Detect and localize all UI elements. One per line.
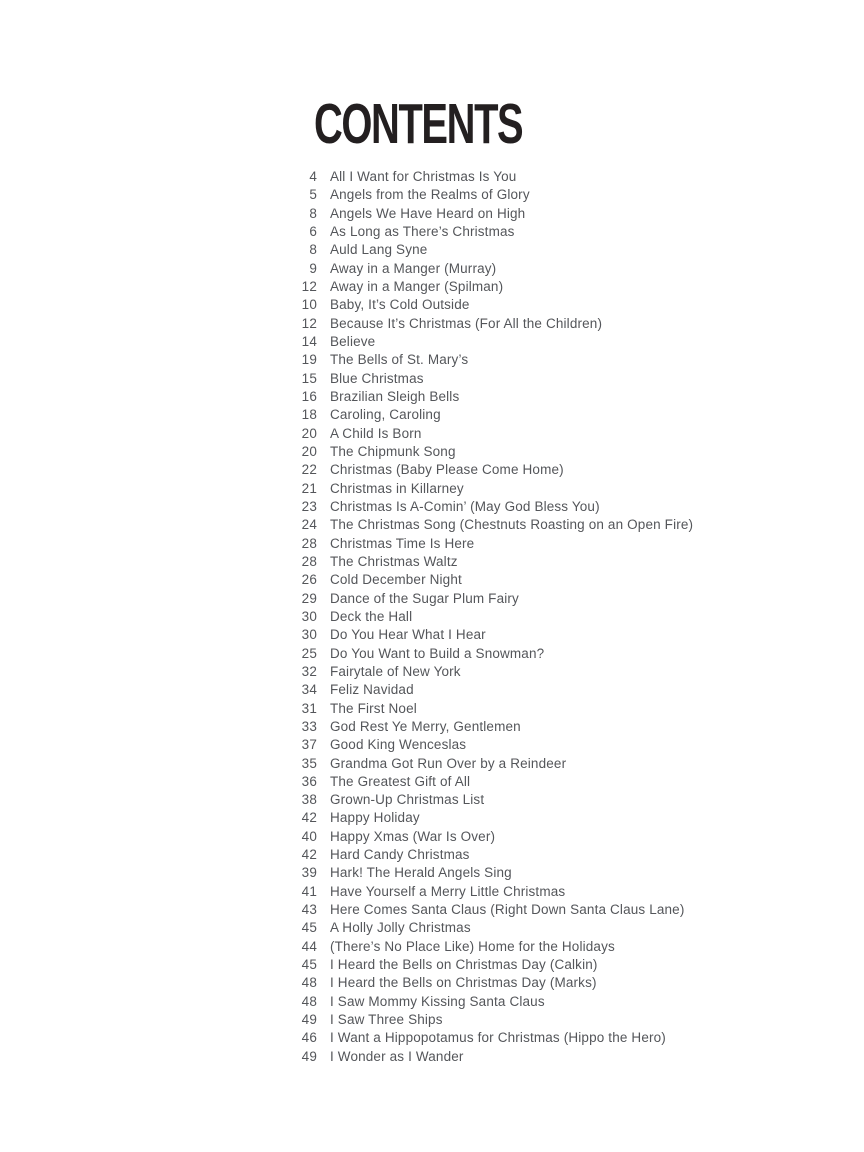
toc-entry-page-number: 5	[309, 187, 317, 203]
toc-entry-song-title: The Bells of St. Mary’s	[330, 352, 469, 368]
toc-entry	[275, 443, 693, 461]
toc-entry-page-number: 31	[301, 700, 317, 716]
toc-entry-page-number: 8	[309, 205, 317, 221]
toc-entry-song-title: Hark! The Herald Angels Sing	[330, 865, 512, 881]
toc-entry	[275, 425, 693, 443]
toc-entry	[275, 535, 693, 553]
toc-entry-page-number: 25	[301, 645, 317, 661]
toc-entry	[275, 956, 693, 974]
toc-entry-page-number: 35	[301, 755, 317, 771]
toc-entry	[275, 809, 693, 827]
toc-entry-page-number: 37	[301, 737, 317, 753]
toc-entry	[275, 461, 693, 479]
toc-entry-page-number: 40	[301, 828, 317, 844]
toc-entry-song-title: Christmas (Baby Please Come Home)	[330, 462, 564, 478]
toc-entry-page-number: 34	[301, 682, 317, 698]
toc-list	[275, 168, 693, 1066]
toc-entry	[275, 1011, 693, 1029]
toc-entry	[275, 553, 693, 571]
toc-entry	[275, 205, 693, 223]
toc-entry	[275, 571, 693, 589]
toc-entry-page-number: 24	[301, 517, 317, 533]
toc-entry-page-number: 8	[309, 242, 317, 258]
toc-entry-song-title: A Holly Jolly Christmas	[330, 920, 471, 936]
toc-entry	[275, 351, 693, 369]
toc-entry-page-number: 49	[301, 1012, 317, 1028]
toc-entry-song-title: Hard Candy Christmas	[330, 847, 470, 863]
toc-entry-song-title: (There’s No Place Like) Home for the Holidays	[330, 938, 615, 954]
toc-entry-song-title: Dance of the Sugar Plum Fairy	[330, 590, 519, 606]
toc-entry-song-title: Cold December Night	[330, 572, 462, 588]
toc-entry-page-number: 28	[301, 535, 317, 551]
toc-entry-song-title: Away in a Manger (Spilman)	[330, 278, 504, 294]
toc-entry	[275, 223, 693, 241]
toc-entry	[275, 993, 693, 1011]
toc-entry-page-number: 20	[301, 443, 317, 459]
toc-entry-page-number: 4	[309, 169, 317, 184]
toc-entry-page-number: 19	[301, 352, 317, 368]
toc-entry-page-number: 28	[301, 553, 317, 569]
toc-entry-song-title: Have Yourself a Merry Little Christmas	[330, 883, 566, 899]
toc-entry	[275, 278, 693, 296]
toc-entry-song-title: The Chipmunk Song	[330, 443, 456, 459]
toc-entry	[275, 498, 693, 516]
toc-entry-page-number: 45	[301, 920, 317, 936]
toc-entry-song-title: Blue Christmas	[330, 370, 424, 386]
toc-entry-page-number: 39	[301, 865, 317, 881]
toc-entry-song-title: Auld Lang Syne	[330, 242, 428, 258]
toc-entry	[275, 186, 693, 204]
toc-entry-song-title: Brazilian Sleigh Bells	[330, 388, 460, 404]
toc-entry-song-title: Happy Holiday	[330, 810, 420, 826]
toc-entry-song-title: The Greatest Gift of All	[330, 773, 471, 789]
toc-entry-song-title: Here Comes Santa Claus (Right Down Santa Claus Lane)	[330, 902, 685, 918]
toc-entry-page-number: 44	[301, 938, 317, 954]
toc-entry-song-title: Caroling, Caroling	[330, 407, 441, 423]
toc-entry-page-number: 18	[301, 407, 317, 423]
toc-entry	[275, 370, 693, 388]
toc-entry-page-number: 30	[301, 627, 317, 643]
toc-entry	[275, 736, 693, 754]
toc-entry	[275, 663, 693, 681]
toc-entry-page-number: 14	[301, 333, 317, 349]
toc-entry-song-title: Feliz Navidad	[330, 682, 414, 698]
toc-entry-page-number: 10	[301, 297, 317, 313]
toc-entry-song-title: The First Noel	[330, 700, 417, 716]
toc-entry	[275, 406, 693, 424]
toc-entry	[275, 938, 693, 956]
toc-entry	[275, 828, 693, 846]
toc-entry	[275, 590, 693, 608]
toc-entry	[275, 260, 693, 278]
toc-entry-page-number: 33	[301, 718, 317, 734]
toc-entry-page-number: 20	[301, 425, 317, 441]
toc-entry	[275, 883, 693, 901]
toc-entry	[275, 681, 693, 699]
toc-entry	[275, 626, 693, 644]
toc-entry-song-title: Believe	[330, 333, 376, 349]
toc-entry-page-number: 46	[301, 1030, 317, 1046]
toc-entry-page-number: 30	[301, 608, 317, 624]
toc-entry	[275, 755, 693, 773]
toc-entry-page-number: 48	[301, 975, 317, 991]
toc-entry-song-title: Christmas Is A-Comin’ (May God Bless You)	[330, 498, 600, 514]
toc-entry-page-number: 49	[301, 1048, 317, 1064]
toc-entry-song-title: All I Want for Christmas Is You	[330, 169, 517, 184]
toc-entry	[275, 516, 693, 534]
toc-entry-page-number: 29	[301, 590, 317, 606]
toc-entry-page-number: 9	[309, 260, 317, 276]
toc-entry-page-number: 15	[301, 370, 317, 386]
toc-entry-page-number: 41	[301, 883, 317, 899]
toc-entry-page-number: 42	[301, 847, 317, 863]
toc-entry-page-number: 42	[301, 810, 317, 826]
toc-entry-song-title: Do You Hear What I Hear	[330, 627, 486, 643]
toc-entry-song-title: Baby, It’s Cold Outside	[330, 297, 470, 313]
toc-entry-song-title: Christmas in Killarney	[330, 480, 464, 496]
toc-entry	[275, 1048, 693, 1066]
toc-entry-song-title: I Wonder as I Wander	[330, 1048, 464, 1064]
toc-entry-song-title: God Rest Ye Merry, Gentlemen	[330, 718, 521, 734]
toc-entry	[275, 315, 693, 333]
toc-entry-song-title: I Saw Three Ships	[330, 1012, 443, 1028]
toc-entry-song-title: Deck the Hall	[330, 608, 413, 624]
toc-entry-song-title: Grandma Got Run Over by a Reindeer	[330, 755, 567, 771]
toc-entry-page-number: 38	[301, 792, 317, 808]
toc-entry-page-number: 26	[301, 572, 317, 588]
toc-entry-song-title: A Child Is Born	[330, 425, 422, 441]
toc-entry-song-title: Do You Want to Build a Snowman?	[330, 645, 545, 661]
toc-entry-page-number: 48	[301, 993, 317, 1009]
toc-entry-song-title: Christmas Time Is Here	[330, 535, 475, 551]
toc-entry-song-title: Angels We Have Heard on High	[330, 205, 526, 221]
toc-entry	[275, 480, 693, 498]
toc-entry-song-title: As Long as There’s Christmas	[330, 223, 515, 239]
toc-entry-page-number: 43	[301, 902, 317, 918]
toc-entry	[275, 296, 693, 314]
toc-entry	[275, 864, 693, 882]
page-title: CONTENTS	[314, 92, 523, 156]
toc-entry	[275, 608, 693, 626]
toc-entry	[275, 241, 693, 259]
toc-entry-page-number: 23	[301, 498, 317, 514]
toc-entry-song-title: I Want a Hippopotamus for Christmas (Hippo the Hero)	[330, 1030, 666, 1046]
toc-entry	[275, 846, 693, 864]
toc-entry-song-title: Because It’s Christmas (For All the Children)	[330, 315, 603, 331]
toc-entry	[275, 333, 693, 351]
toc-entry	[275, 718, 693, 736]
toc-entry-song-title: Away in a Manger (Murray)	[330, 260, 497, 276]
toc-entry-song-title: I Heard the Bells on Christmas Day (Calkin)	[330, 957, 598, 973]
toc-entry-page-number: 36	[301, 773, 317, 789]
toc-entry-song-title: Happy Xmas (War Is Over)	[330, 828, 496, 844]
toc-entry-page-number: 32	[301, 663, 317, 679]
toc-entry-page-number: 22	[301, 462, 317, 478]
toc-entry-song-title: I Heard the Bells on Christmas Day (Marks)	[330, 975, 597, 991]
toc-entry-page-number: 21	[301, 480, 317, 496]
toc-entry	[275, 645, 693, 663]
toc-entry	[275, 919, 693, 937]
toc-entry-page-number: 45	[301, 957, 317, 973]
toc-entry-song-title: Good King Wenceslas	[330, 737, 467, 753]
toc-entry-song-title: I Saw Mommy Kissing Santa Claus	[330, 993, 545, 1009]
toc-entry-page-number: 12	[301, 278, 317, 294]
toc-entry-page-number: 16	[301, 388, 317, 404]
toc-entry	[275, 791, 693, 809]
toc-entry-song-title: The Christmas Waltz	[330, 553, 458, 569]
toc-entry-page-number: 6	[309, 223, 317, 239]
toc-entry-song-title: Angels from the Realms of Glory	[330, 187, 530, 203]
toc-entry-song-title: Grown-Up Christmas List	[330, 792, 485, 808]
toc-entry	[275, 1029, 693, 1047]
toc-entry	[275, 773, 693, 791]
toc-entry	[275, 901, 693, 919]
toc-entry	[275, 168, 693, 186]
toc-entry	[275, 974, 693, 992]
toc-entry-page-number: 12	[301, 315, 317, 331]
toc-entry-song-title: The Christmas Song (Chestnuts Roasting on an Open Fire)	[330, 517, 694, 533]
toc-entry-song-title: Fairytale of New York	[330, 663, 461, 679]
toc-entry	[275, 700, 693, 718]
toc-entry	[275, 388, 693, 406]
